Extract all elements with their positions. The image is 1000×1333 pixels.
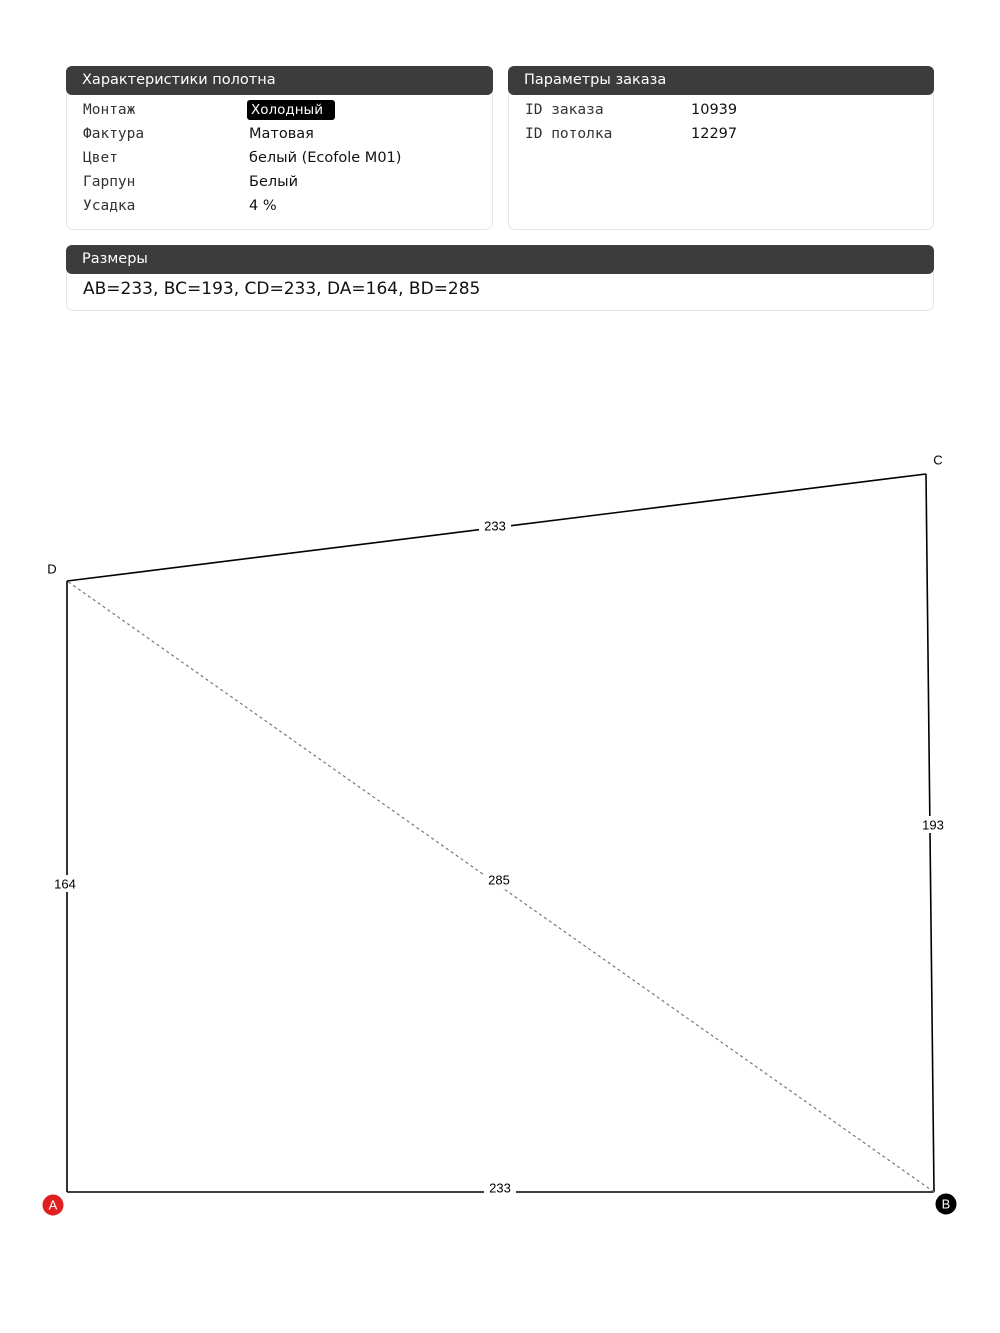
texture-label: Фактура — [83, 126, 145, 142]
shrinkage-value: 4 % — [249, 198, 277, 214]
vertex-label-text: B — [941, 1196, 951, 1212]
edge-length-text: 285 — [488, 872, 510, 888]
vertex-c — [928, 450, 948, 470]
vertex-a — [43, 1195, 63, 1215]
vertex-label-text: A — [48, 1197, 58, 1213]
dimensions-panel-title: Размеры — [66, 245, 934, 274]
canvas-panel-title: Характеристики полотна — [66, 66, 493, 95]
edge-label-bc — [917, 816, 949, 833]
order-id-value: 10939 — [691, 102, 738, 118]
harpoon-label: Гарпун — [83, 174, 136, 190]
vertex-b — [936, 1194, 956, 1214]
edge-label-da — [49, 875, 81, 892]
color-label: Цвет — [83, 150, 118, 166]
harpoon-value: Белый — [249, 174, 299, 190]
shrinkage-label: Усадка — [83, 198, 136, 214]
vertex-label-text: C — [933, 452, 943, 468]
texture-value: Матовая — [249, 126, 314, 142]
edge-label-ab — [484, 1179, 516, 1196]
edge-length-text: 193 — [922, 817, 944, 833]
edge-label-bd — [483, 871, 515, 888]
edge-length-text: 164 — [54, 876, 76, 892]
mounting-value-badge: Холодный — [247, 100, 335, 120]
vertex-d — [42, 559, 62, 579]
ceiling-id-value: 12297 — [691, 126, 738, 142]
mounting-label: Монтаж — [83, 102, 136, 118]
vertex-label-text: D — [47, 561, 57, 577]
order-panel-title: Параметры заказа — [508, 66, 934, 95]
edge-length-text: 233 — [484, 518, 506, 534]
edge-length-text: 233 — [489, 1180, 511, 1196]
edge-label-cd — [479, 517, 511, 534]
dimensions-summary: AB=233, BC=193, CD=233, DA=164, BD=285 — [83, 279, 481, 299]
order-id-label: ID заказа — [525, 102, 604, 118]
color-value: белый (Ecofole M01) — [249, 150, 402, 166]
ceiling-id-label: ID потолка — [525, 126, 613, 142]
